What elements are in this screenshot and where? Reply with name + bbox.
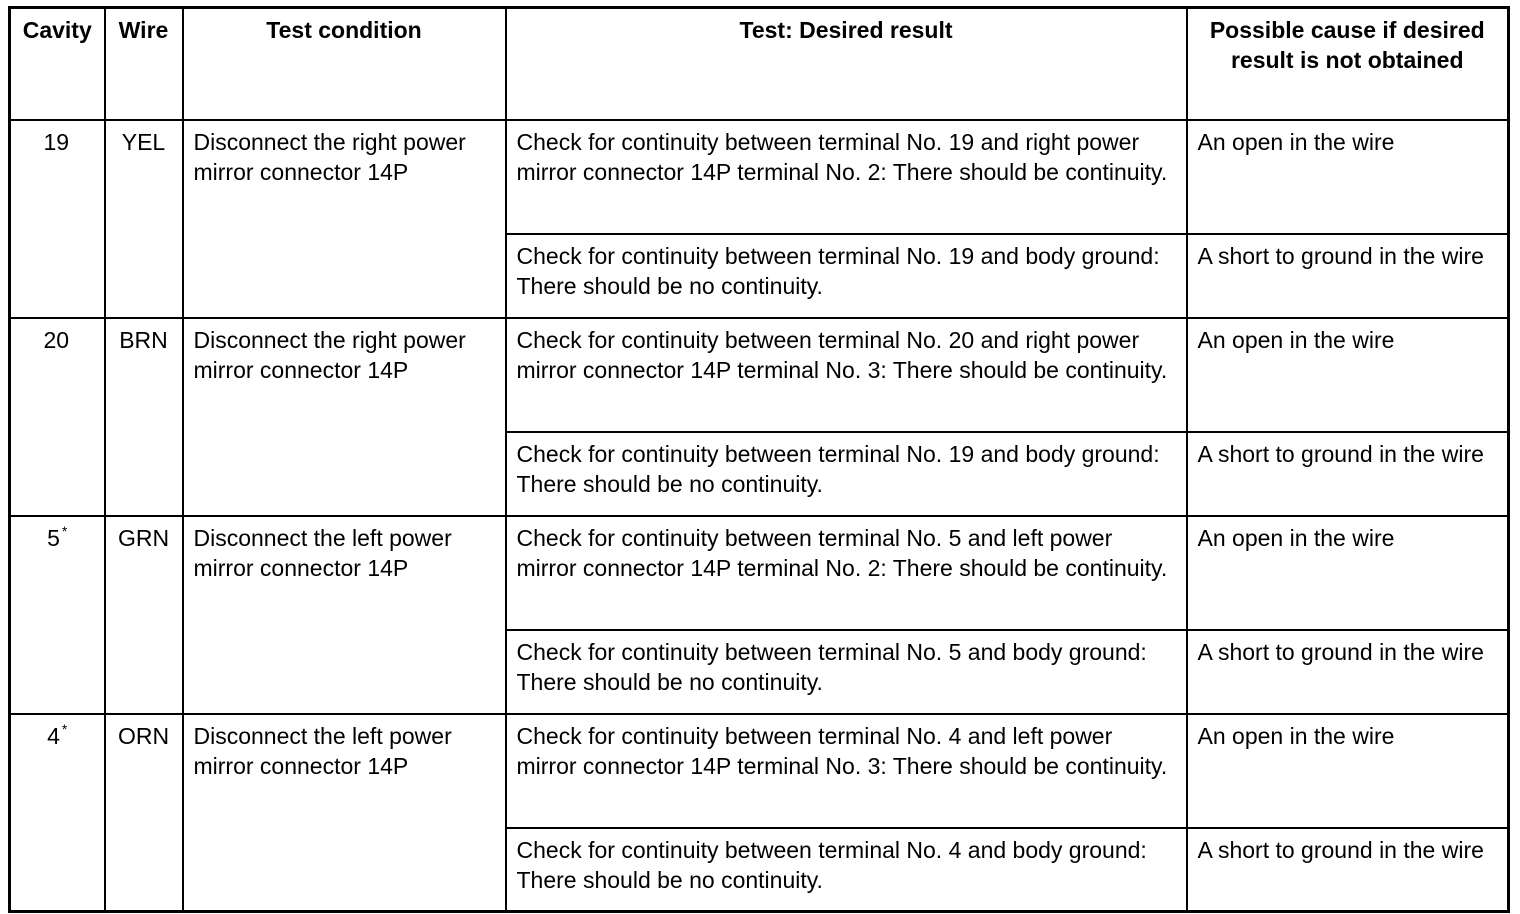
possible-cause: An open in the wire <box>1187 120 1509 234</box>
cavity-footnote-marker: * <box>61 522 68 539</box>
table-row <box>10 318 1509 432</box>
desired-result: Check for continuity between terminal No. 4 and body ground: There should be no continuity. <box>506 828 1187 912</box>
desired-result: Check for continuity between terminal No. 20 and right power mirror connector 14P terminal No. 3: There should be continuity. <box>506 318 1187 432</box>
cavity-number: 5 <box>47 524 60 551</box>
wire-color: YEL <box>105 120 183 318</box>
cavity-number: 20 <box>43 326 70 353</box>
possible-cause: An open in the wire <box>1187 516 1509 630</box>
desired-result: Check for continuity between terminal No. 19 and right power mirror connector 14P terminal No. 2: There should be continuity. <box>506 120 1187 234</box>
table-row <box>10 714 1509 828</box>
cavity-number: 19 <box>43 128 70 155</box>
test-condition: Disconnect the right power mirror connector 14P <box>183 120 506 318</box>
wire-color: ORN <box>105 714 183 912</box>
wire-color: BRN <box>105 318 183 516</box>
cavity-cell <box>10 120 105 318</box>
wire-color: GRN <box>105 516 183 714</box>
possible-cause: An open in the wire <box>1187 318 1509 432</box>
header-wire: Wire <box>105 8 183 120</box>
continuity-test-table <box>8 6 1510 913</box>
cavity-number: 4 <box>47 722 60 749</box>
table-row <box>10 120 1509 234</box>
possible-cause: A short to ground in the wire <box>1187 630 1509 714</box>
cavity-footnote-marker: * <box>61 720 68 737</box>
cavity-cell <box>10 714 105 912</box>
cavity-cell <box>10 318 105 516</box>
header-test-condition: Test condition <box>183 8 506 120</box>
table-row <box>10 516 1509 630</box>
possible-cause: An open in the wire <box>1187 714 1509 828</box>
possible-cause: A short to ground in the wire <box>1187 234 1509 318</box>
cavity-cell <box>10 516 105 714</box>
possible-cause: A short to ground in the wire <box>1187 432 1509 516</box>
desired-result: Check for continuity between terminal No. 5 and body ground: There should be no continuity. <box>506 630 1187 714</box>
header-cavity: Cavity <box>10 8 105 120</box>
test-condition: Disconnect the right power mirror connector 14P <box>183 318 506 516</box>
desired-result: Check for continuity between terminal No. 19 and body ground: There should be no continuity. <box>506 432 1187 516</box>
header-possible-cause: Possible cause if desired result is not obtained <box>1187 8 1509 120</box>
test-condition: Disconnect the left power mirror connector 14P <box>183 516 506 714</box>
possible-cause: A short to ground in the wire <box>1187 828 1509 912</box>
desired-result: Check for continuity between terminal No. 5 and left power mirror connector 14P terminal No. 2: There should be continuity. <box>506 516 1187 630</box>
test-condition: Disconnect the left power mirror connector 14P <box>183 714 506 912</box>
header-row <box>10 8 1509 120</box>
desired-result: Check for continuity between terminal No. 4 and left power mirror connector 14P terminal No. 3: There should be continuity. <box>506 714 1187 828</box>
desired-result: Check for continuity between terminal No. 19 and body ground: There should be no continuity. <box>506 234 1187 318</box>
header-desired-result: Test: Desired result <box>506 8 1187 120</box>
